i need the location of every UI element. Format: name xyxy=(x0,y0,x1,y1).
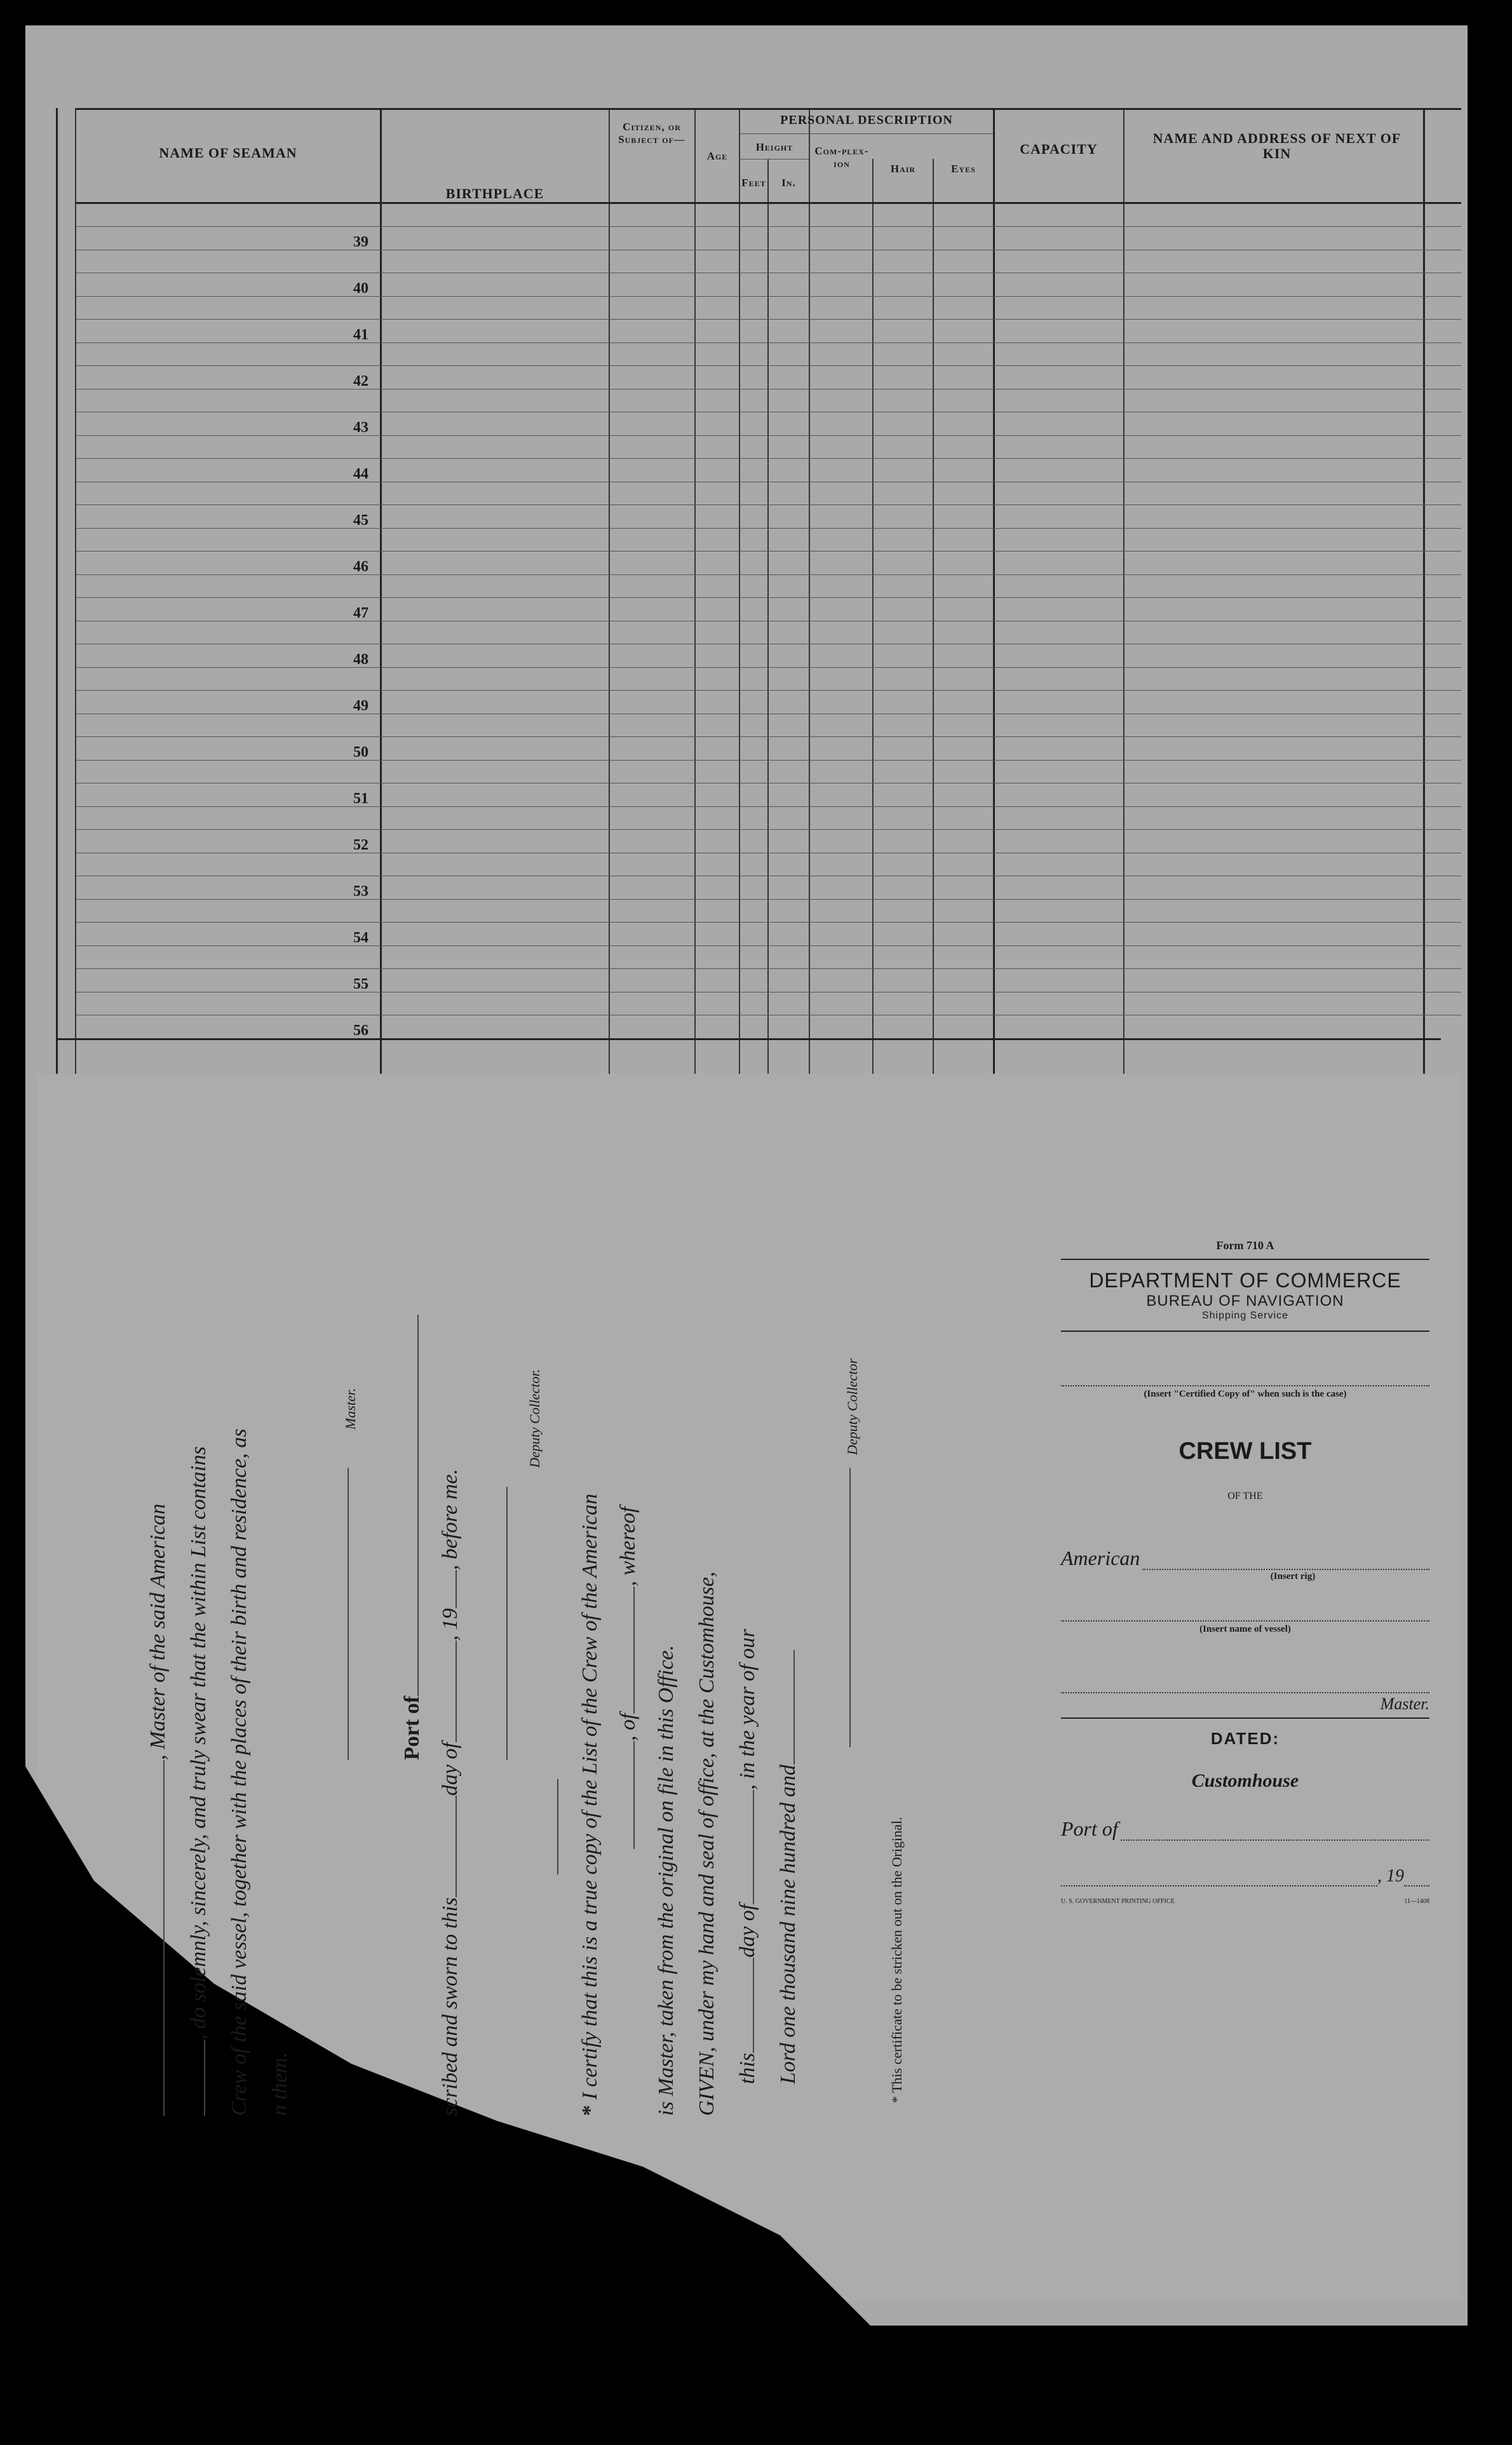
col-complexion: Com-plex-ion xyxy=(814,145,869,170)
given-year: , in the year of our xyxy=(736,1629,759,1790)
table-rule xyxy=(75,108,76,1074)
certify-whereof: , whereof xyxy=(616,1507,640,1587)
row-number: 40 xyxy=(353,280,368,297)
row-rule xyxy=(76,968,1461,969)
given-day-of: day of xyxy=(736,1904,759,1958)
oath-line-2: , do solemnly, sincerely, and truly swear that the within List contains xyxy=(187,1446,210,2040)
given-this: this xyxy=(736,2052,759,2084)
master-label: Master. xyxy=(1380,1695,1429,1713)
row-rule xyxy=(76,667,1461,668)
printer-imprint: U. S. GOVERNMENT PRINTING OFFICE xyxy=(1061,1898,1175,1905)
sworn-year: , 19 xyxy=(438,1608,462,1641)
row-number: 53 xyxy=(353,883,368,900)
sworn-text: scribed and sworn to this xyxy=(438,1897,462,2116)
given-line: GIVEN, under my hand and seal of office, at the Customhouse, xyxy=(695,1571,719,2116)
row-number: 42 xyxy=(353,373,368,389)
col-eyes: Eyes xyxy=(951,163,976,175)
deputy-collector-1: Deputy Collector. xyxy=(527,1369,543,1468)
row-number: 50 xyxy=(353,744,368,761)
oath-line-1: , Master of the said American xyxy=(146,1503,170,1760)
col-hair: Hair xyxy=(890,163,916,175)
col-birthplace: BIRTHPLACE xyxy=(445,186,544,201)
row-number: 54 xyxy=(353,930,368,946)
american-label: American xyxy=(1061,1547,1140,1569)
row-rule xyxy=(76,760,1461,761)
row-rule xyxy=(76,690,1461,691)
certificate-footnote: * This certificate to be stricken out on the Original. xyxy=(889,1817,905,2103)
row-rule xyxy=(76,458,1461,459)
row-rule xyxy=(76,806,1461,807)
row-number: 45 xyxy=(353,512,368,529)
row-rule xyxy=(76,736,1461,737)
form-code: 11—1408 xyxy=(1404,1898,1429,1905)
insert-rig-note: (Insert rig) xyxy=(1270,1571,1316,1581)
row-number: 49 xyxy=(353,698,368,714)
row-number: 47 xyxy=(353,605,368,621)
master-signature-label: Master. xyxy=(342,1388,358,1430)
row-rule xyxy=(76,597,1461,598)
port-of-label: Port of xyxy=(400,1695,424,1760)
table-rule xyxy=(739,108,740,1074)
port-of-field-label: Port of xyxy=(1061,1817,1118,1840)
oath-line-3: Crew of the said vessel, together with the places of their birth and residence, as xyxy=(227,1428,251,2116)
crew-list-cover xyxy=(1061,1239,1429,1905)
row-number: 39 xyxy=(353,234,368,250)
row-number: 55 xyxy=(353,976,368,992)
row-number: 48 xyxy=(353,651,368,668)
row-number: 56 xyxy=(353,1022,368,1039)
crew-list-title: CREW LIST xyxy=(1178,1438,1312,1465)
col-height: Height xyxy=(755,141,793,153)
table-rule xyxy=(1423,108,1425,1074)
row-rule xyxy=(76,296,1461,297)
of-the-label: OF THE xyxy=(1227,1491,1263,1501)
sworn-day-of: day of xyxy=(438,1742,462,1796)
row-number: 46 xyxy=(353,559,368,575)
row-rule xyxy=(76,365,1461,366)
certify-line-2: is Master, taken from the original on file in this Office. xyxy=(654,1644,678,2116)
certify-of: , of xyxy=(616,1713,640,1741)
row-rule xyxy=(76,574,1461,575)
table-rule xyxy=(1123,108,1124,1074)
row-rule xyxy=(76,528,1461,529)
oath-section: , Master of the said American , do solemnly, sincerely, and truly swear that the within List contains Crew of the said vessel, together with the places of their birth and residence, as n them. Master. Port of scribed and sworn to thisday of, 19, before me. Deputy Collector. * I certify that this is a true copy of the List of the Crew of the American , of, whereof is Master, taken from the original on file in this Office. GIVEN, under my hand and seal of office, at the Customhouse, thisday of, in the year of our Lord one thousand nine hundred and Deputy Collector * This certificate to be stricken out on the Original. xyxy=(146,1137,921,2116)
deputy-collector-2: Deputy Collector xyxy=(844,1358,860,1455)
table-rule xyxy=(380,108,382,1074)
row-rule xyxy=(76,435,1461,436)
form-number: Form 710 A xyxy=(1216,1239,1274,1252)
col-citizen: Citizen, or Subject of— xyxy=(618,121,685,146)
table-rule xyxy=(609,108,610,1074)
customhouse-label: Customhouse xyxy=(1191,1770,1299,1791)
insert-name-note: (Insert name of vessel) xyxy=(1199,1624,1291,1634)
table-rule xyxy=(694,108,696,1074)
table-top-rule xyxy=(76,108,1461,110)
sworn-before: , before me. xyxy=(438,1468,462,1571)
row-rule xyxy=(56,1038,1441,1040)
table-rule xyxy=(739,133,993,134)
row-rule xyxy=(76,226,1461,227)
row-number: 43 xyxy=(353,419,368,436)
table-rule xyxy=(993,108,995,1074)
row-rule xyxy=(76,551,1461,552)
bureau-title: BUREAU OF NAVIGATION xyxy=(1146,1292,1344,1310)
col-name-of-seaman: NAME OF SEAMAN xyxy=(159,145,297,161)
service-title: Shipping Service xyxy=(1201,1310,1289,1321)
certify-line: I certify that this is a true copy of the List of the Crew of the American xyxy=(578,1493,602,2100)
row-rule xyxy=(76,342,1461,343)
department-title: DEPARTMENT OF COMMERCE xyxy=(1089,1269,1401,1292)
col-inches: In. xyxy=(781,177,796,189)
col-next-of-kin: NAME AND ADDRESS OF NEXT OF KIN xyxy=(1152,130,1401,161)
row-rule xyxy=(76,922,1461,923)
table-border-left xyxy=(56,108,58,1074)
col-age: Age xyxy=(706,150,728,162)
row-rule xyxy=(76,319,1461,320)
dated-label: DATED: xyxy=(1210,1729,1280,1748)
table-header-bottom xyxy=(76,202,1461,204)
table-rule xyxy=(809,108,810,1074)
row-number: 52 xyxy=(353,837,368,853)
col-capacity: CAPACITY xyxy=(1020,141,1098,157)
insert-certified-note: (Insert "Certified Copy of" when such is the case) xyxy=(1144,1389,1347,1399)
row-number: 44 xyxy=(353,466,368,482)
row-rule xyxy=(76,945,1461,946)
lord-line: Lord one thousand nine hundred and xyxy=(776,1764,800,2084)
row-rule xyxy=(76,829,1461,830)
oath-line-4: n them. xyxy=(268,2052,292,2116)
row-rule xyxy=(76,899,1461,900)
col-feet: Feet xyxy=(741,177,766,189)
row-number: 51 xyxy=(353,790,368,807)
col-personal-description: PERSONAL DESCRIPTION xyxy=(780,113,953,127)
year-label: , 19 xyxy=(1377,1866,1404,1886)
row-number: 41 xyxy=(353,327,368,343)
